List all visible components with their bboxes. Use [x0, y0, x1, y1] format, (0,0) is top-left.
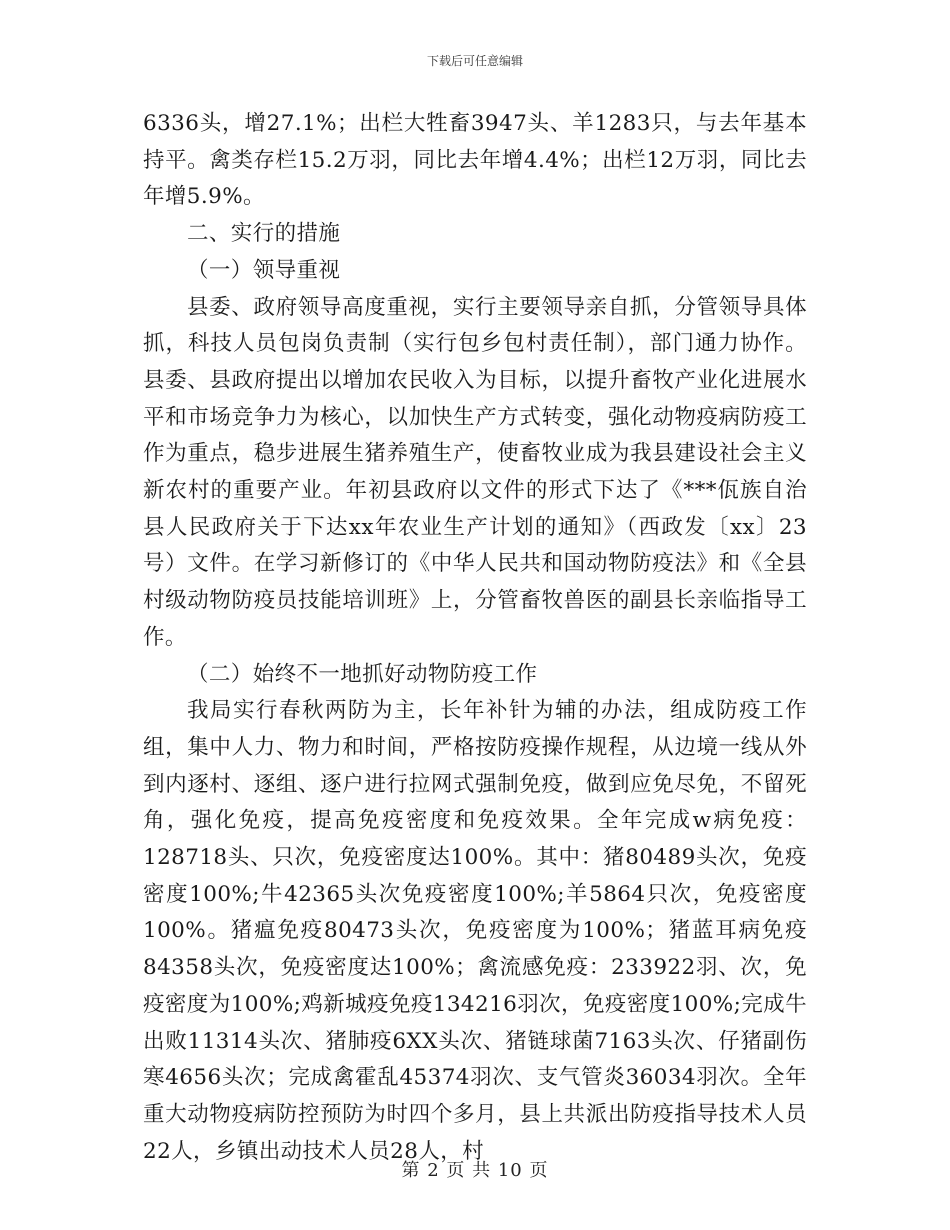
page-number-footer: 第 2 页 共 10 页 — [401, 1160, 549, 1181]
subsection-heading-epidemic-prevention: （二）始终不一地抓好动物防疫工作 — [187, 661, 538, 687]
paragraph-leadership: 县委、政府领导高度重视，实行主要领导亲自抓，分管领导具体抓，科技人员包岗负责制（实行包乡包村责任制），部门通力协作。县委、县政府提出以增加农民收入为目标，以提升畜牧产业化进展水平和市场竞争力为核心，以加快生产方式转变，强化动物疫病防疫工作为重点，稳步进展生猪养殖生产，使畜牧业成为我县建设社会主义新农村的重要产业。年初县政府以文件的形式下达了《***佤族自治县人民政府关于下达xx年农业生产计划的通知》（西政发〔xx〕23号）文件。在学习新修订的《中华人民共和国动物防疫法》和《全县村级动物防疫员技能培训班》上，分管畜牧兽医的副县长亲临指导工作。 — [143, 294, 807, 650]
subsection-heading-leadership: （一）领导重视 — [187, 257, 341, 283]
section-heading-measures: 二、实行的措施 — [187, 221, 341, 247]
document-body — [143, 106, 807, 1170]
paragraph-livestock-stats: 6336头，增27.1%；出栏大牲畜3947头、羊1283只，与去年基本持平。禽类存栏15.2万羽，同比去年增4.4%；出栏12万羽，同比去年增5.9%。 — [143, 111, 807, 210]
page-header: 下载后可任意编辑 — [426, 54, 523, 68]
paragraph-epidemic-prevention: 我局实行春秋两防为主，长年补针为辅的办法，组成防疫工作组，集中人力、物力和时间，严格按防疫操作规程，从边境一线从外到内逐村、逐组、逐户进行拉网式强制免疫，做到应免尽免，不留死角，强化免疫，提高免疫密度和免疫效果。全年完成w病免疫：128718头、只次，免疫密度达100%。其中：猪80489头次，免疫密度100%;牛42365头次免疫密度100%;羊5864只次，免疫密度100%。猪瘟免疫80473头次，免疫密度为100%；猪蓝耳病免疫84358头次，免疫密度达100%；禽流感免疫：233922羽、次，免疫密度为100%;鸡新城疫免疫134216羽次，免疫密度100%;完成牛出败11314头次、猪肺疫6XX头次、猪链球菌7163头次、仔猪副伤寒4656头次；完成禽霍乱45374羽次、支气管炎36034羽次。全年重大动物疫病防控预防为时四个多月，县上共派出防疫指导技术人员22人，乡镇出动技术人员28人，村 — [143, 698, 807, 1164]
